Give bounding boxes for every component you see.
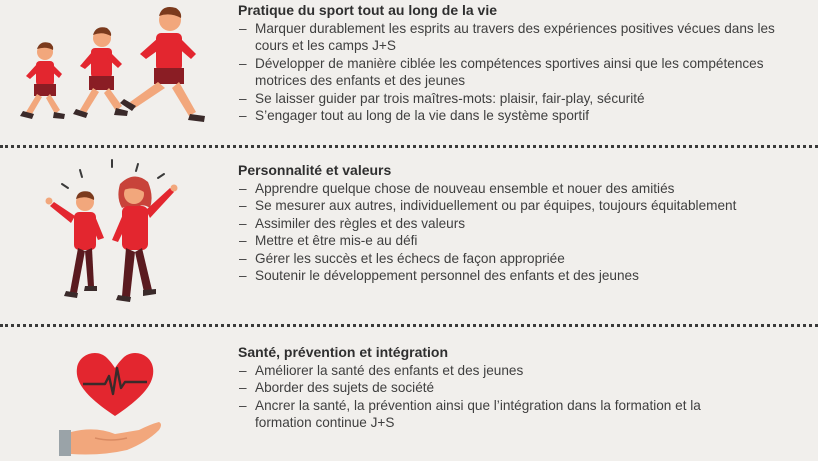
section-divider — [0, 145, 818, 148]
list-item: – Se mesurer aux autres, individuellement ou par équipes, toujours équitablement — [238, 197, 808, 214]
list-item: – Apprendre quelque chose de nouveau ensemble et nouer des amitiés — [238, 180, 808, 197]
list-item: – Assimiler des règles et des valeurs — [238, 215, 808, 232]
running-kids-illustration — [10, 2, 220, 132]
section-divider — [0, 324, 818, 327]
section-lifelong-sport — [0, 0, 818, 146]
section-heading: Personnalité et valeurs — [238, 162, 392, 178]
list-item: – Mettre et être mis-e au défi — [238, 232, 808, 249]
list-item: – Soutenir le développement personnel des enfants et des jeunes — [238, 267, 808, 284]
list-item: – Marquer durablement les esprits au travers des expériences positives vécues dans les cours et les camps J+S — [238, 20, 808, 55]
list-item: – Se laisser guider par trois maîtres-mots: plaisir, fair-play, sécurité — [238, 90, 808, 107]
list-item: – Développer de manière ciblée les compétences sportives ainsi que les compétences motrices des enfants et des jeunes — [238, 55, 808, 90]
list-item: – Gérer les succès et les échecs de façon appropriée — [238, 250, 808, 267]
jumping-kids-illustration — [40, 156, 190, 316]
section-health-prevention — [0, 328, 818, 461]
bullet-list — [238, 20, 808, 124]
list-item: – Aborder des sujets de société — [238, 379, 808, 396]
section-personality-values — [0, 150, 818, 324]
bullet-list — [238, 180, 808, 284]
bullet-list — [238, 362, 808, 432]
section-heading: Pratique du sport tout au long de la vie — [238, 2, 498, 18]
list-item: – Améliorer la santé des enfants et des jeunes — [238, 362, 808, 379]
list-item: – Ancrer la santé, la prévention ainsi que l’intégration dans la formation et la formation continue J+S — [238, 397, 725, 432]
heart-in-hand-illustration — [55, 338, 175, 458]
list-item: – S’engager tout au long de la vie dans le système sportif — [238, 107, 808, 124]
section-heading: Santé, prévention et intégration — [238, 344, 449, 360]
